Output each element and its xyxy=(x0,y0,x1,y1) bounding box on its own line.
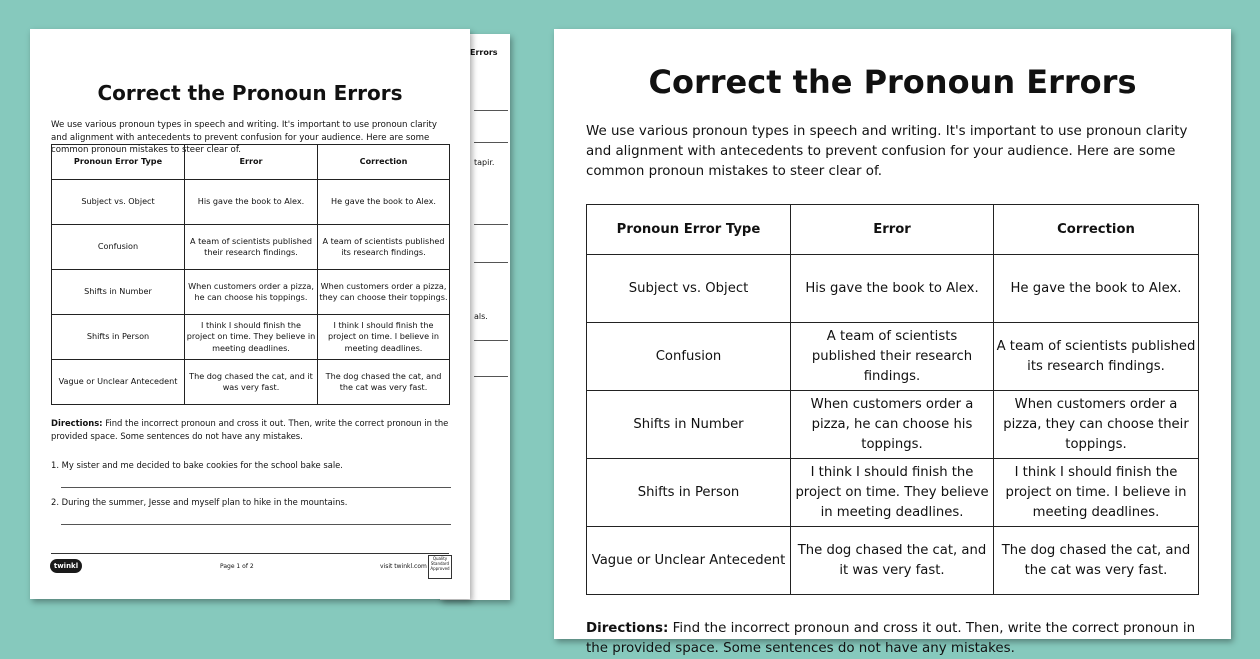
back-page-text-fragment: tapir. xyxy=(474,158,495,167)
back-page-line xyxy=(474,376,508,377)
cell-correction: The dog chased the cat, and the cat was very fast. xyxy=(994,527,1199,595)
cell-error: The dog chased the cat, and it was very fast. xyxy=(185,360,318,405)
table-row xyxy=(52,225,450,270)
table-row xyxy=(52,270,450,315)
directions-label: Directions: xyxy=(586,621,669,636)
cell-correction: I think I should finish the project on time. I believe in meeting deadlines. xyxy=(318,315,450,360)
quality-badge-icon: Quality Standard Approved xyxy=(428,555,452,579)
cell-error-type: Subject vs. Object xyxy=(587,255,791,323)
page-number: Page 1 of 2 xyxy=(220,563,254,570)
cell-error-type: Subject vs. Object xyxy=(52,180,185,225)
cell-error: A team of scientists published their research findings. xyxy=(791,323,994,391)
cell-error-type: Shifts in Number xyxy=(587,391,791,459)
question-1: 1. My sister and me decided to bake cookies for the school bake sale. xyxy=(51,460,343,470)
cell-correction: When customers order a pizza, they can choose their toppings. xyxy=(318,270,450,315)
worksheet-thumbnail xyxy=(30,29,470,599)
table-row xyxy=(587,459,1199,527)
table-row xyxy=(587,391,1199,459)
table-header-row xyxy=(52,145,450,180)
header-correction: Correction xyxy=(318,145,450,180)
intro-paragraph: We use various pronoun types in speech and writing. It's important to use pronoun clarity and alignment with antecedents to prevent confusion for your audience. Here are some common pronoun mistakes to steer clear of. xyxy=(51,120,437,155)
table-row xyxy=(52,180,450,225)
cell-correction: When customers order a pizza, they can choose their toppings. xyxy=(994,391,1199,459)
answer-line-2[interactable] xyxy=(61,524,451,525)
pronoun-error-table xyxy=(51,144,450,405)
table-row xyxy=(587,323,1199,391)
cell-correction: He gave the book to Alex. xyxy=(318,180,450,225)
table-header-row xyxy=(587,205,1199,255)
cell-error-type: Vague or Unclear Antecedent xyxy=(587,527,791,595)
site-url: visit twinkl.com xyxy=(380,563,427,570)
header-correction: Correction xyxy=(994,205,1199,255)
answer-line-1[interactable] xyxy=(61,487,451,488)
cell-error: His gave the book to Alex. xyxy=(791,255,994,323)
cell-error: A team of scientists published their research findings. xyxy=(185,225,318,270)
intro-paragraph-large: We use various pronoun types in speech and writing. It's important to use pronoun clarity and alignment with antecedents to prevent confusion for your audience. Here are some common pronoun mistakes to steer clear of. xyxy=(586,124,1188,179)
header-error-type: Pronoun Error Type xyxy=(587,205,791,255)
header-error: Error xyxy=(185,145,318,180)
cell-error: When customers order a pizza, he can choose his toppings. xyxy=(791,391,994,459)
back-page-line xyxy=(474,224,508,225)
footer-rule xyxy=(51,553,449,554)
cell-error-type: Confusion xyxy=(587,323,791,391)
cell-error-type: Confusion xyxy=(52,225,185,270)
back-page-line xyxy=(474,340,508,341)
cell-error-type: Vague or Unclear Antecedent xyxy=(52,360,185,405)
table-row xyxy=(52,315,450,360)
cell-error: The dog chased the cat, and it was very fast. xyxy=(791,527,994,595)
back-page-line xyxy=(474,110,508,111)
cell-correction: He gave the book to Alex. xyxy=(994,255,1199,323)
table-row xyxy=(587,255,1199,323)
back-page-text-fragment: als. xyxy=(474,312,488,321)
cell-error: His gave the book to Alex. xyxy=(185,180,318,225)
header-error: Error xyxy=(791,205,994,255)
directions xyxy=(51,417,453,442)
table-row xyxy=(587,527,1199,595)
back-page-title-fragment: Errors xyxy=(470,48,498,57)
page-title: Correct the Pronoun Errors xyxy=(97,81,403,105)
cell-correction: I think I should finish the project on time. I believe in meeting deadlines. xyxy=(994,459,1199,527)
worksheet-enlarged xyxy=(554,29,1231,656)
question-2: 2. During the summer, Jesse and myself plan to hike in the mountains. xyxy=(51,497,348,507)
cell-correction: A team of scientists published its research findings. xyxy=(318,225,450,270)
cell-error-type: Shifts in Number xyxy=(52,270,185,315)
cell-correction: The dog chased the cat, and the cat was very fast. xyxy=(318,360,450,405)
back-page-line xyxy=(474,142,508,143)
directions-large xyxy=(586,619,1200,659)
header-error-type: Pronoun Error Type xyxy=(52,145,185,180)
cell-error: When customers order a pizza, he can choose his toppings. xyxy=(185,270,318,315)
pronoun-error-table-large xyxy=(586,204,1199,595)
cell-error-type: Shifts in Person xyxy=(587,459,791,527)
page-title-large: Correct the Pronoun Errors xyxy=(648,63,1137,101)
cell-error: I think I should finish the project on time. They believe in meeting deadlines. xyxy=(791,459,994,527)
directions-text: Find the incorrect pronoun and cross it out. Then, write the correct pronoun in the provided space. Some sentences do not have any mistakes. xyxy=(51,418,449,441)
table-row xyxy=(52,360,450,405)
back-page-line xyxy=(474,262,508,263)
cell-error: I think I should finish the project on time. They believe in meeting deadlines. xyxy=(185,315,318,360)
directions-label: Directions: xyxy=(51,418,103,428)
twinkl-logo: twinkl xyxy=(50,559,82,573)
cell-error-type: Shifts in Person xyxy=(52,315,185,360)
cell-correction: A team of scientists published its research findings. xyxy=(994,323,1199,391)
directions-text: Find the incorrect pronoun and cross it out. Then, write the correct pronoun in the provided space. Some sentences do not have any mistakes. xyxy=(586,621,1196,656)
